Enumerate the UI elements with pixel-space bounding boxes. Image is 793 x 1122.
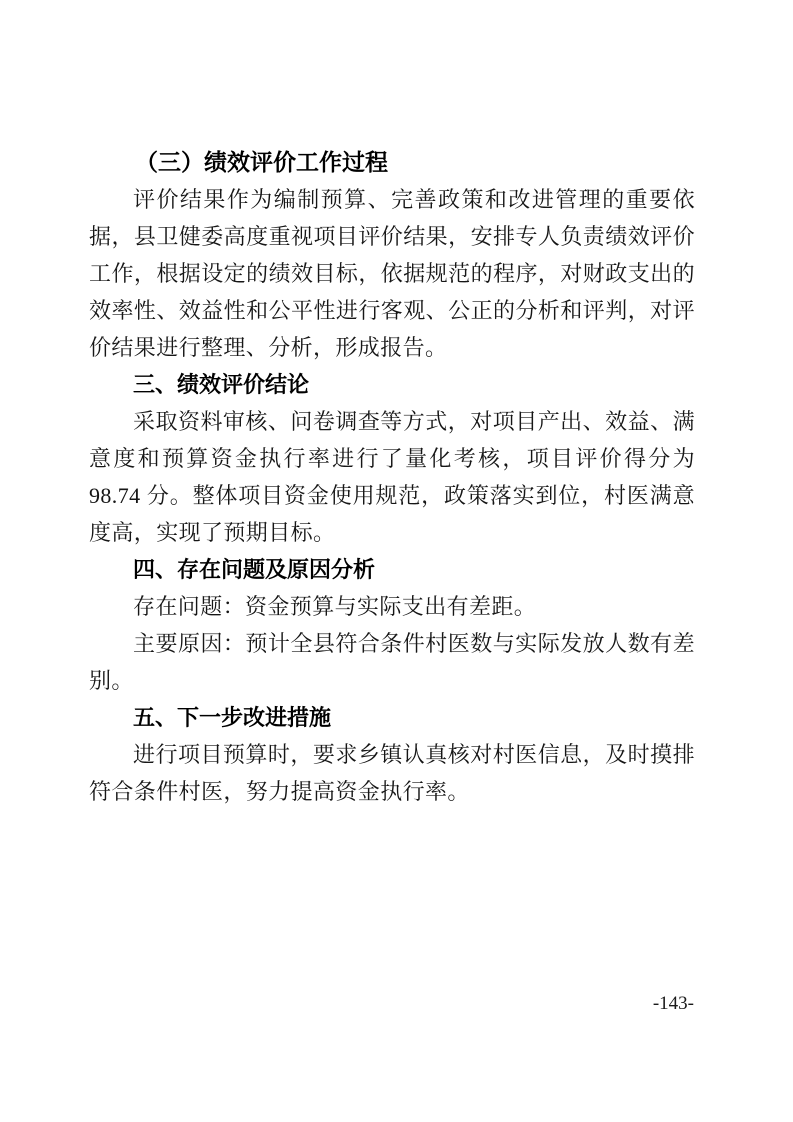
document-content bbox=[89, 144, 695, 810]
paragraph-main-reasons: 主要原因：预计全县符合条件村医数与实际发放人数有差别。 bbox=[89, 631, 695, 693]
page-number: -143- bbox=[652, 993, 694, 1014]
heading-problems-and-cause-analysis: 四、存在问题及原因分析 bbox=[133, 557, 376, 582]
heading-next-step-improvement-measures: 五、下一步改进措施 bbox=[133, 705, 332, 730]
paragraph-improvement-measures: 进行项目预算时，要求乡镇认真核对村医信息，及时摸排符合条件村医，努力提高资金执行率。 bbox=[89, 742, 695, 804]
subheading-evaluation-work-process: （三）绩效评价工作过程 bbox=[135, 150, 388, 175]
paragraph-evaluation-process: 评价结果作为编制预算、完善政策和改进管理的重要依据，县卫健委高度重视项目评价结果，安排专人负责绩效评价工作，根据设定的绩效目标，依据规范的程序，对财政支出的效率性、效益性和公平性进行客观、公正的分析和评判，对评价结果进行整理、分析，形成报告。 bbox=[89, 187, 695, 360]
paragraph-evaluation-conclusion: 采取资料审核、问卷调查等方式，对项目产出、效益、满意度和预算资金执行率进行了量化考核，项目评价得分为 98.74 分。整体项目资金使用规范，政策落实到位，村医满意度高，实现了预期目标。 bbox=[89, 409, 695, 545]
heading-evaluation-conclusion: 三、绩效评价结论 bbox=[133, 372, 310, 397]
paragraph-existing-problems: 存在问题：资金预算与实际支出有差距。 bbox=[133, 594, 537, 619]
